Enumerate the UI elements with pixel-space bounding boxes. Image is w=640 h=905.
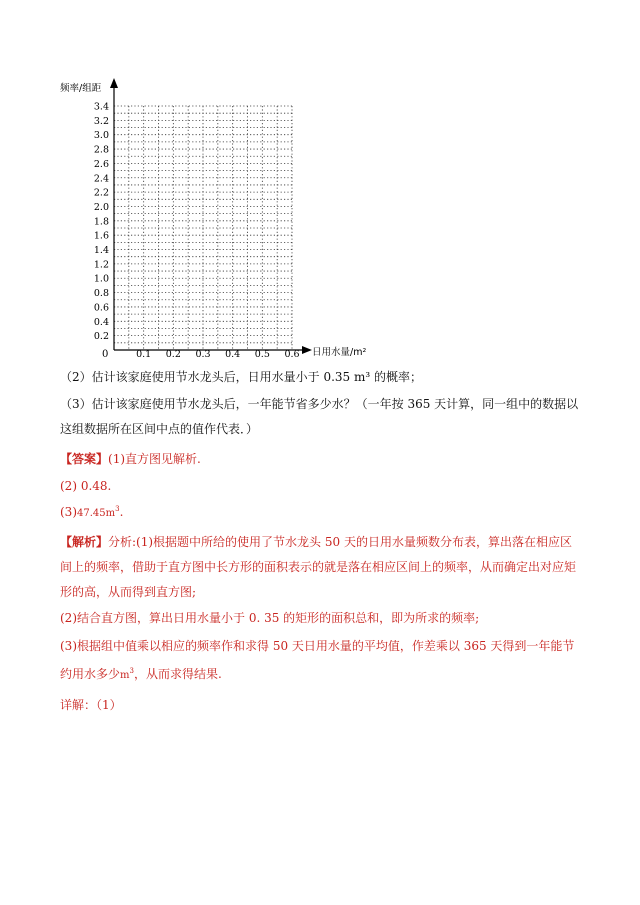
detail-line: 详解：（1） xyxy=(60,698,122,712)
y-tick-label: 2.4 xyxy=(93,173,109,185)
analysis-p3-m: m xyxy=(120,670,130,681)
analysis-p1: 分析:(1)根据题中所给的使用了节水龙头 50 天的日用水量频数分布表，算出落在相应区间上的频率，借助于直方图中长方形的面积表示的就是落在相应区间上的频率，从而确定出对应矩形的高，从而得到直方图; xyxy=(60,535,577,599)
x-tick-label: 0.5 xyxy=(254,349,270,360)
analysis-p3a: (3)根据组中值乘以相应的频率作和求得 50 天日用水量的平均值，作差乘以 365 天得到一年能节约用水多少 xyxy=(60,639,575,681)
grid-lines xyxy=(114,106,292,350)
answer-3-prefix: (3) xyxy=(60,505,77,519)
answer-tag: 【答案】 xyxy=(60,452,109,466)
y-tick-label: 3.4 xyxy=(93,101,109,113)
analysis-paragraph-1 xyxy=(60,530,582,605)
x-tick-label: 0.3 xyxy=(195,349,211,360)
x-tick-label: 0.2 xyxy=(165,349,181,360)
x-axis-label: 日用水量/m² xyxy=(312,347,367,358)
x-tick-label: 0.1 xyxy=(136,349,152,360)
answer-2: (2) 0.48. xyxy=(60,479,112,493)
question-3: （3）估计该家庭使用节水龙头后，一年能节省多少水？（一年按 365 天计算，同一组中的数据以这组数据所在区间中点的值作代表．） xyxy=(60,397,579,436)
x-tick-labels xyxy=(136,349,299,360)
axes xyxy=(110,78,312,354)
answer-3-value: 47.45m xyxy=(77,508,116,519)
y-tick-label: 2.6 xyxy=(93,158,109,170)
x-axis-arrow xyxy=(302,346,312,354)
y-axis-arrow xyxy=(110,78,118,88)
origin-label: 0 xyxy=(102,349,109,360)
answer-3-suffix: . xyxy=(119,505,124,519)
question-2: （2）估计该家庭使用节水龙头后，日用水量小于 0.35 m³ 的概率； xyxy=(60,370,422,384)
y-tick-label: 1.4 xyxy=(93,245,109,257)
answer-1: (1)直方图见解析. xyxy=(108,452,201,466)
y-tick-label: 1.2 xyxy=(93,259,109,271)
answer-3-sup: 3 xyxy=(115,505,120,513)
analysis-paragraph-2: (2)结合直方图，算出日用水量小于 0. 35 的矩形的面积总和，即为所求的频率; xyxy=(60,611,480,625)
answer-line-3 xyxy=(60,505,123,519)
y-tick-label: 3.0 xyxy=(93,130,109,142)
y-tick-label: 1.8 xyxy=(93,216,109,228)
x-tick-label: 0.6 xyxy=(284,349,300,360)
answer-line-1 xyxy=(60,450,201,467)
analysis-p3-sup: 3 xyxy=(129,667,134,675)
y-tick-label: 1.6 xyxy=(93,230,109,242)
y-tick-label: 2.0 xyxy=(93,201,109,213)
y-tick-label: 0.2 xyxy=(93,331,109,343)
analysis-p3b: ，从而求得结果. xyxy=(133,667,222,681)
y-tick-label: 0.4 xyxy=(93,316,109,328)
y-tick-labels xyxy=(94,102,109,343)
y-tick-label: 0.6 xyxy=(93,302,109,314)
y-tick-label: 2.8 xyxy=(93,144,109,156)
y-tick-label: 1.0 xyxy=(93,273,109,285)
analysis-tag: 【解析】 xyxy=(60,535,109,549)
y-axis-label: 频率/组距 xyxy=(60,83,102,94)
x-tick-label: 0.4 xyxy=(225,349,241,360)
y-tick-label: 2.2 xyxy=(93,187,109,199)
y-tick-label: 3.2 xyxy=(93,115,109,127)
analysis-paragraph-3 xyxy=(60,634,582,688)
frequency-histogram-grid xyxy=(58,76,388,368)
y-tick-label: 0.8 xyxy=(93,288,109,300)
